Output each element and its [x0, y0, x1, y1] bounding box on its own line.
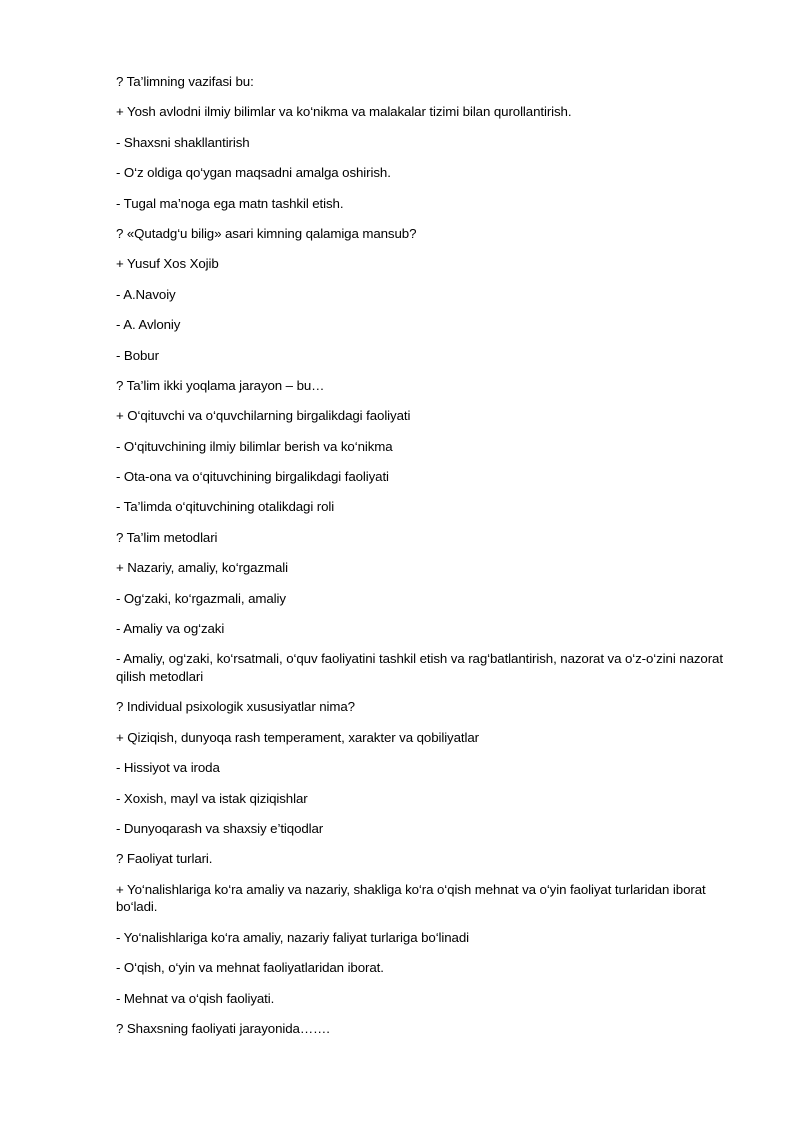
answer-option-line: - O‘z oldiga qo‘ygan maqsadni amalga oshirish. — [116, 165, 391, 181]
question-line: ? Faoliyat turlari. — [116, 851, 213, 867]
answer-option-line: - Hissiyot va iroda — [116, 760, 220, 776]
answer-option-line: - Tugal ma’noga ega matn tashkil etish. — [116, 195, 344, 211]
answer-option-line: - Ta’limda o‘qituvchining otalikdagi roli — [116, 499, 335, 515]
question-line: ? Individual psixologik xususiyatlar nima? — [116, 699, 355, 715]
answer-option-line: - O‘qish, o‘yin va mehnat faoliyatlaridan iborat. — [116, 960, 384, 976]
question-line: ? Shaxsning faoliyati jarayonida……. — [116, 1020, 330, 1036]
document-body — [116, 73, 736, 1050]
correct-answer-line: + Yo‘nalishlariga ko‘ra amaliy va nazariy, shakliga ko‘ra o‘qish mehnat va o‘yin faoliyat turlaridan iborat bo‘ladi. — [116, 881, 706, 915]
answer-option-line: - Shaxsni shakllantirish — [116, 134, 250, 150]
answer-option-line: - A. Avloniy — [116, 317, 181, 333]
answer-option-line: - Xoxish, mayl va istak qiziqishlar — [116, 790, 308, 806]
answer-option-line: - Amaliy, og‘zaki, ko‘rsatmali, o‘quv faoliyatini tashkil etish va rag‘batlantirish, nazorat va o‘z-o‘zini nazorat qilish metodlari — [116, 651, 723, 685]
correct-answer-line: + O‘qituvchi va o‘quvchilarning birgalikdagi faoliyati — [116, 408, 411, 424]
answer-option-line: - O‘qituvchining ilmiy bilimlar berish va ko‘nikma — [116, 438, 393, 454]
question-line: ? Ta’limning vazifasi bu: — [116, 74, 254, 89]
question-line: ? Ta’lim ikki yoqlama jarayon – bu… — [116, 377, 325, 393]
correct-answer-line: + Nazariy, amaliy, ko‘rgazmali — [116, 560, 289, 576]
answer-option-line: - Bobur — [116, 347, 159, 363]
answer-option-line: - A.Navoiy — [116, 286, 176, 302]
answer-option-line: - Ota-ona va o‘qituvchining birgalikdagi faoliyati — [116, 469, 389, 485]
question-line: ? «Qutadg‘u bilig» asari kimning qalamiga mansub? — [116, 225, 417, 241]
answer-option-line: - Mehnat va o‘qish faoliyati. — [116, 990, 275, 1006]
correct-answer-line: + Qiziqish, dunyoqa rash temperament, xarakter va qobiliyatlar — [116, 729, 479, 745]
answer-option-line: - Yo‘nalishlariga ko‘ra amaliy, nazariy faliyat turlariga bo‘linadi — [116, 929, 469, 945]
answer-option-line: - Og‘zaki, ko‘rgazmali, amaliy — [116, 590, 286, 606]
question-line: ? Ta’lim metodlari — [116, 529, 218, 545]
answer-option-line: - Dunyoqarash va shaxsiy e’tiqodlar — [116, 820, 324, 836]
correct-answer-line: + Yosh avlodni ilmiy bilimlar va ko‘nikma va malakalar tizimi bilan qurollantirish. — [116, 104, 572, 120]
answer-option-line: - Amaliy va og‘zaki — [116, 621, 225, 637]
correct-answer-line: + Yusuf Xos Xojib — [116, 256, 219, 272]
